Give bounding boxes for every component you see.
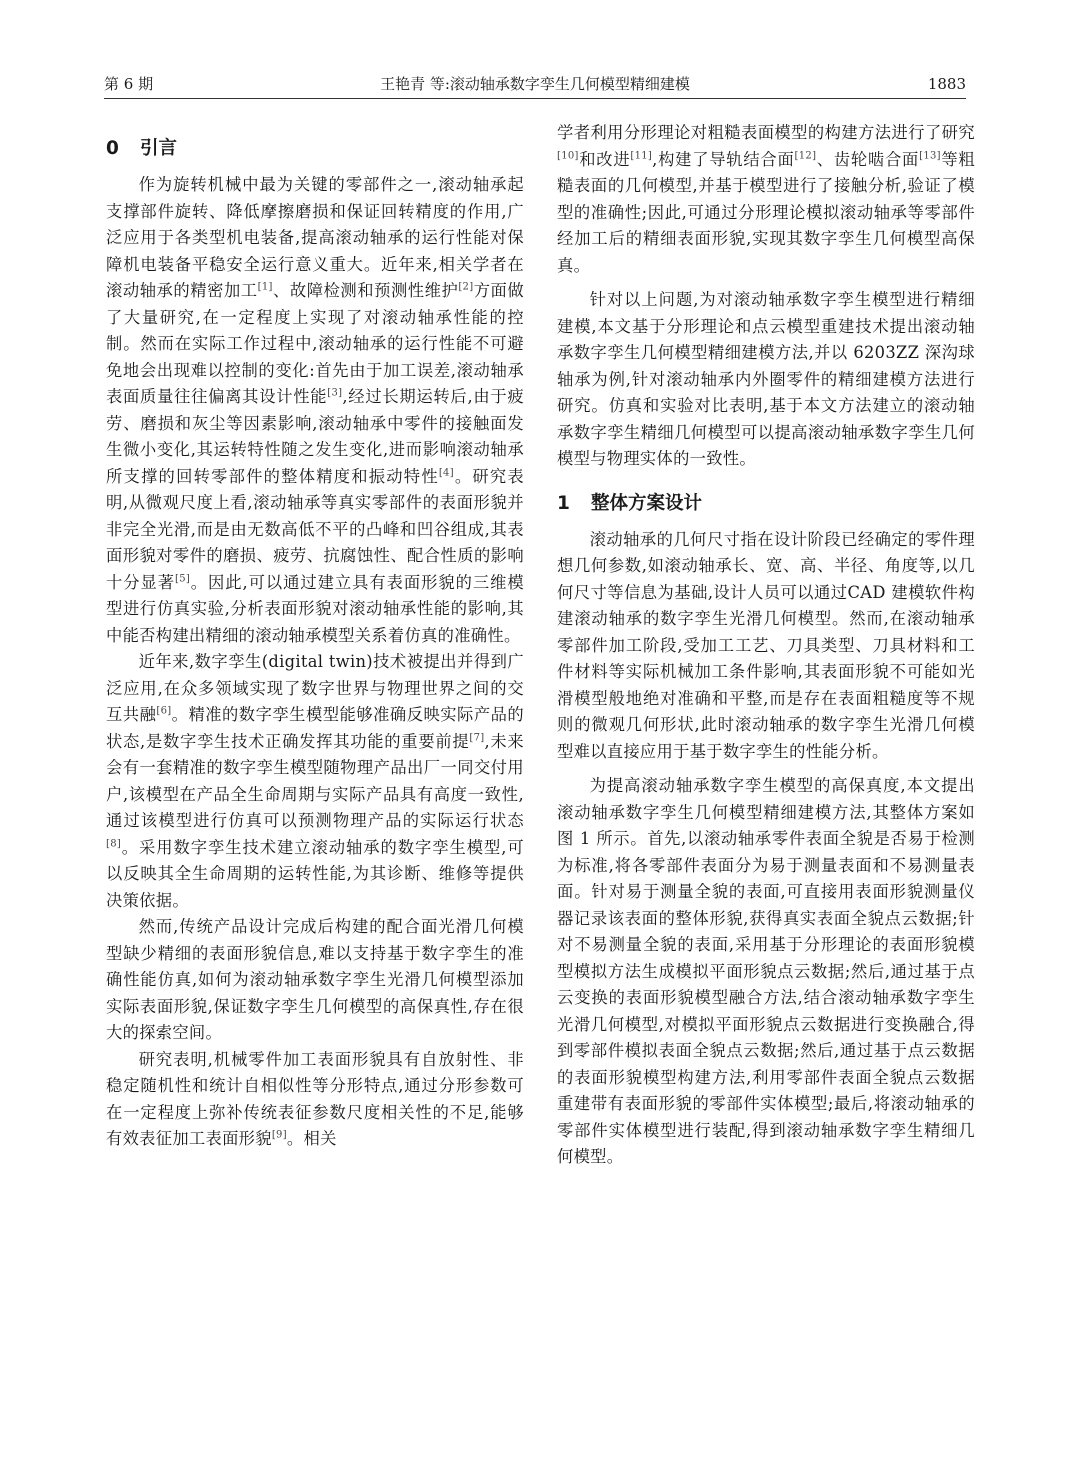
text-run: 。采用数字孪生技术建立滚动轴承的数字孪生模型,可以反映其全生命周期的运转性能,为其诊断、维修等提供决策依据。	[106, 837, 524, 910]
citation-ref[interactable]: [12]	[794, 150, 817, 162]
text-run: 。因此,可以通过建立具有表面形貌的三维模型进行仿真实验,分析表面形貌对滚动轴承性能的影响,其中能否构建出精细的滚动轴承模型关系着仿真的准确性。	[106, 572, 525, 645]
text-run: 研究表明,机械零件加工表面形貌具有自放射性、非稳定随机性和统计自相似性等分形特点,通过分形参数可在一定程度上弥补传统表征参数尺度相关性的不足,能够有效表征加工表面形貌	[106, 1049, 524, 1148]
citation-ref[interactable]: [7]	[469, 732, 485, 744]
paragraph: 为提高滚动轴承数字孪生模型的高保真度,本文提出滚动轴承数字孪生几何模型精细建模方法,其整体方案如图 1 所示。首先,以滚动轴承零件表面全貌是否易于检测为标准,将各零部件表面分为易于测量表面和不易测量表面。针对易于测量全貌的表面,可直接用表面形貌测量仪器记录该表面的整体形貌,获得真实表面全貌点云数据;针对不易测量全貌的表面,采用基于分形理论的表面形貌模型模拟方法生成模拟平面形貌点云数据;然后,通过基于点云变换的表面形貌模型融合方法,结合滚动轴承数字孪生光滑几何模型,对模拟平面形貌点云数据进行变换融合,得到零部件模拟表面全貌点云数据;然后,通过基于点云数据的表面形貌模型构建方法,利用零部件表面全貌点云数据重建带有表面形貌的零部件实体模型;最后,将滚动轴承的零部件实体模型进行装配,得到滚动轴承数字孪生精细几何模型。	[557, 776, 975, 1166]
paragraph-continued	[557, 120, 975, 279]
text-run: ,经过长期运转后,由于疲劳、磨损和灰尘等因素影响,滚动轴承中零件的接触面发生微小变化,其运转特性随之发生变化,进而影响滚动轴承所支撑的回转零部件的整体精度和振动特性	[106, 387, 524, 486]
citation-ref[interactable]: [2]	[458, 281, 474, 293]
paragraph: 然而,传统产品设计完成后构建的配合面光滑几何模型缺少精细的表面形貌信息,难以支持基于数字孪生的准确性能仿真,如何为滚动轴承数字孪生光滑几何模型添加实际表面形貌,保证数字孪生几何模型的高保真性,存在很大的探索空间。	[106, 917, 524, 1042]
citation-ref[interactable]: [5]	[175, 573, 191, 585]
right-column	[557, 120, 975, 1171]
paragraph: 滚动轴承的几何尺寸指在设计阶段已经确定的零件理想几何参数,如滚动轴承长、宽、高、半径、角度等,以几何尺寸等信息为基础,设计人员可以通过CAD 建模软件构建滚动轴承的数字孪生光滑几何模型。然而,在滚动轴承零部件加工阶段,受加工工艺、刀具类型、刀具材料和工件材料等实际机械加工条件影响,其表面形貌不可能如光滑模型般地绝对准确和平整,而是存在表面粗糙度等不规则的微观几何形状,此时滚动轴承的数字孪生光滑几何模型难以直接应用于基于数字孪生的性能分析。	[557, 529, 975, 761]
text-run: ,构建了导轨结合面	[652, 149, 795, 169]
text-run: 方面做了大量研究,在一定程度上实现了对滚动轴承性能的控制。然而在实际工作过程中,滚动轴承的运行性能不可避免地会出现难以控制的变化:首先由于加工误差,滚动轴承表面质量往往偏离其设计性能	[106, 281, 524, 406]
citation-ref[interactable]: [6]	[156, 705, 172, 717]
citation-ref[interactable]: [1]	[257, 281, 273, 293]
citation-ref[interactable]: [3]	[327, 387, 343, 399]
running-title: 王艳青 等:滚动轴承数字孪生几何模型精细建模	[380, 75, 690, 93]
text-run: 近年来,数字孪生(digital twin)技术被提出并得到广泛应用,在众多领域实现了数字世界与物理世界之间的交互共融	[106, 652, 524, 724]
text-run: 和改进	[578, 149, 631, 169]
left-column	[106, 120, 524, 1153]
section-heading-overall-design	[557, 489, 975, 519]
running-header	[104, 72, 966, 96]
page-number: 1883	[927, 75, 966, 93]
text-run: 。相关	[286, 1129, 337, 1148]
section-title: 引言	[140, 138, 178, 159]
text-run: 。研究表明,从微观尺度上看,滚动轴承等真实零部件的表面形貌并非完全光滑,而是由无数高低不平的凸峰和凹谷组成,其表面形貌对零件的磨损、疲劳、抗腐蚀性、配合性质的影响十分显著	[106, 466, 525, 592]
citation-ref[interactable]: [4]	[438, 467, 454, 479]
citation-ref[interactable]: [9]	[271, 1129, 287, 1141]
section-heading-introduction	[106, 134, 524, 164]
text-run: 、齿轮啮合面	[816, 149, 920, 169]
text-run: 学者利用分形理论对粗糙表面模型的构建方法进行了研究	[557, 123, 975, 142]
citation-ref[interactable]: [11]	[630, 150, 653, 162]
section-number: 0	[106, 138, 119, 159]
text-run: 等粗糙表面的几何模型,并基于模型进行了接触分析,验证了模型的准确性;因此,可通过分形理论模拟滚动轴承等零部件经加工后的精细表面形貌,实现其数字孪生几何模型高保真。	[557, 149, 975, 275]
paragraph	[106, 172, 524, 649]
section-title: 整体方案设计	[591, 492, 703, 514]
text-run: 。精准的数字孪生模型能够准确反映实际产品的状态,是数字孪生技术正确发挥其功能的重要前提	[106, 705, 524, 751]
citation-ref[interactable]: [13]	[919, 150, 941, 162]
text-run: 、故障检测和预测性维护	[272, 281, 459, 300]
citation-ref[interactable]: [10]	[557, 150, 579, 162]
issue-number: 第 6 期	[104, 75, 154, 93]
section-number: 1	[557, 492, 570, 514]
paragraph	[106, 1047, 524, 1153]
paragraph	[106, 649, 524, 914]
text-run: 作为旋转机械中最为关键的零部件之一,滚动轴承起支撑部件旋转、降低摩擦磨损和保证回转精度的作用,广泛应用于各类型机电装备,提高滚动轴承的运行性能对保障机电装备平稳安全运行意义重大。近年来,相关学者在滚动轴承的精密加工	[106, 175, 524, 300]
citation-ref[interactable]: [8]	[106, 838, 122, 850]
paragraph: 针对以上问题,为对滚动轴承数字孪生模型进行精细建模,本文基于分形理论和点云模型重建技术提出滚动轴承数字孪生几何模型精细建模方法,并以 6203ZZ 深沟球轴承为例,针对滚动轴承内外圈零件的精细建模方法进行研究。仿真和实验对比表明,基于本文方法建立的滚动轴承数字孪生精细几何模型可以提高滚动轴承数字孪生几何模型与物理实体的一致性。	[557, 290, 975, 468]
text-run: ,未来会有一套精准的数字孪生模型随物理产品出厂一同交付用户,该模型在产品全生命周期与实际产品具有高度一致性,通过该模型进行仿真可以预测物理产品的实际运行状态	[106, 731, 525, 830]
header-rule	[104, 98, 966, 99]
